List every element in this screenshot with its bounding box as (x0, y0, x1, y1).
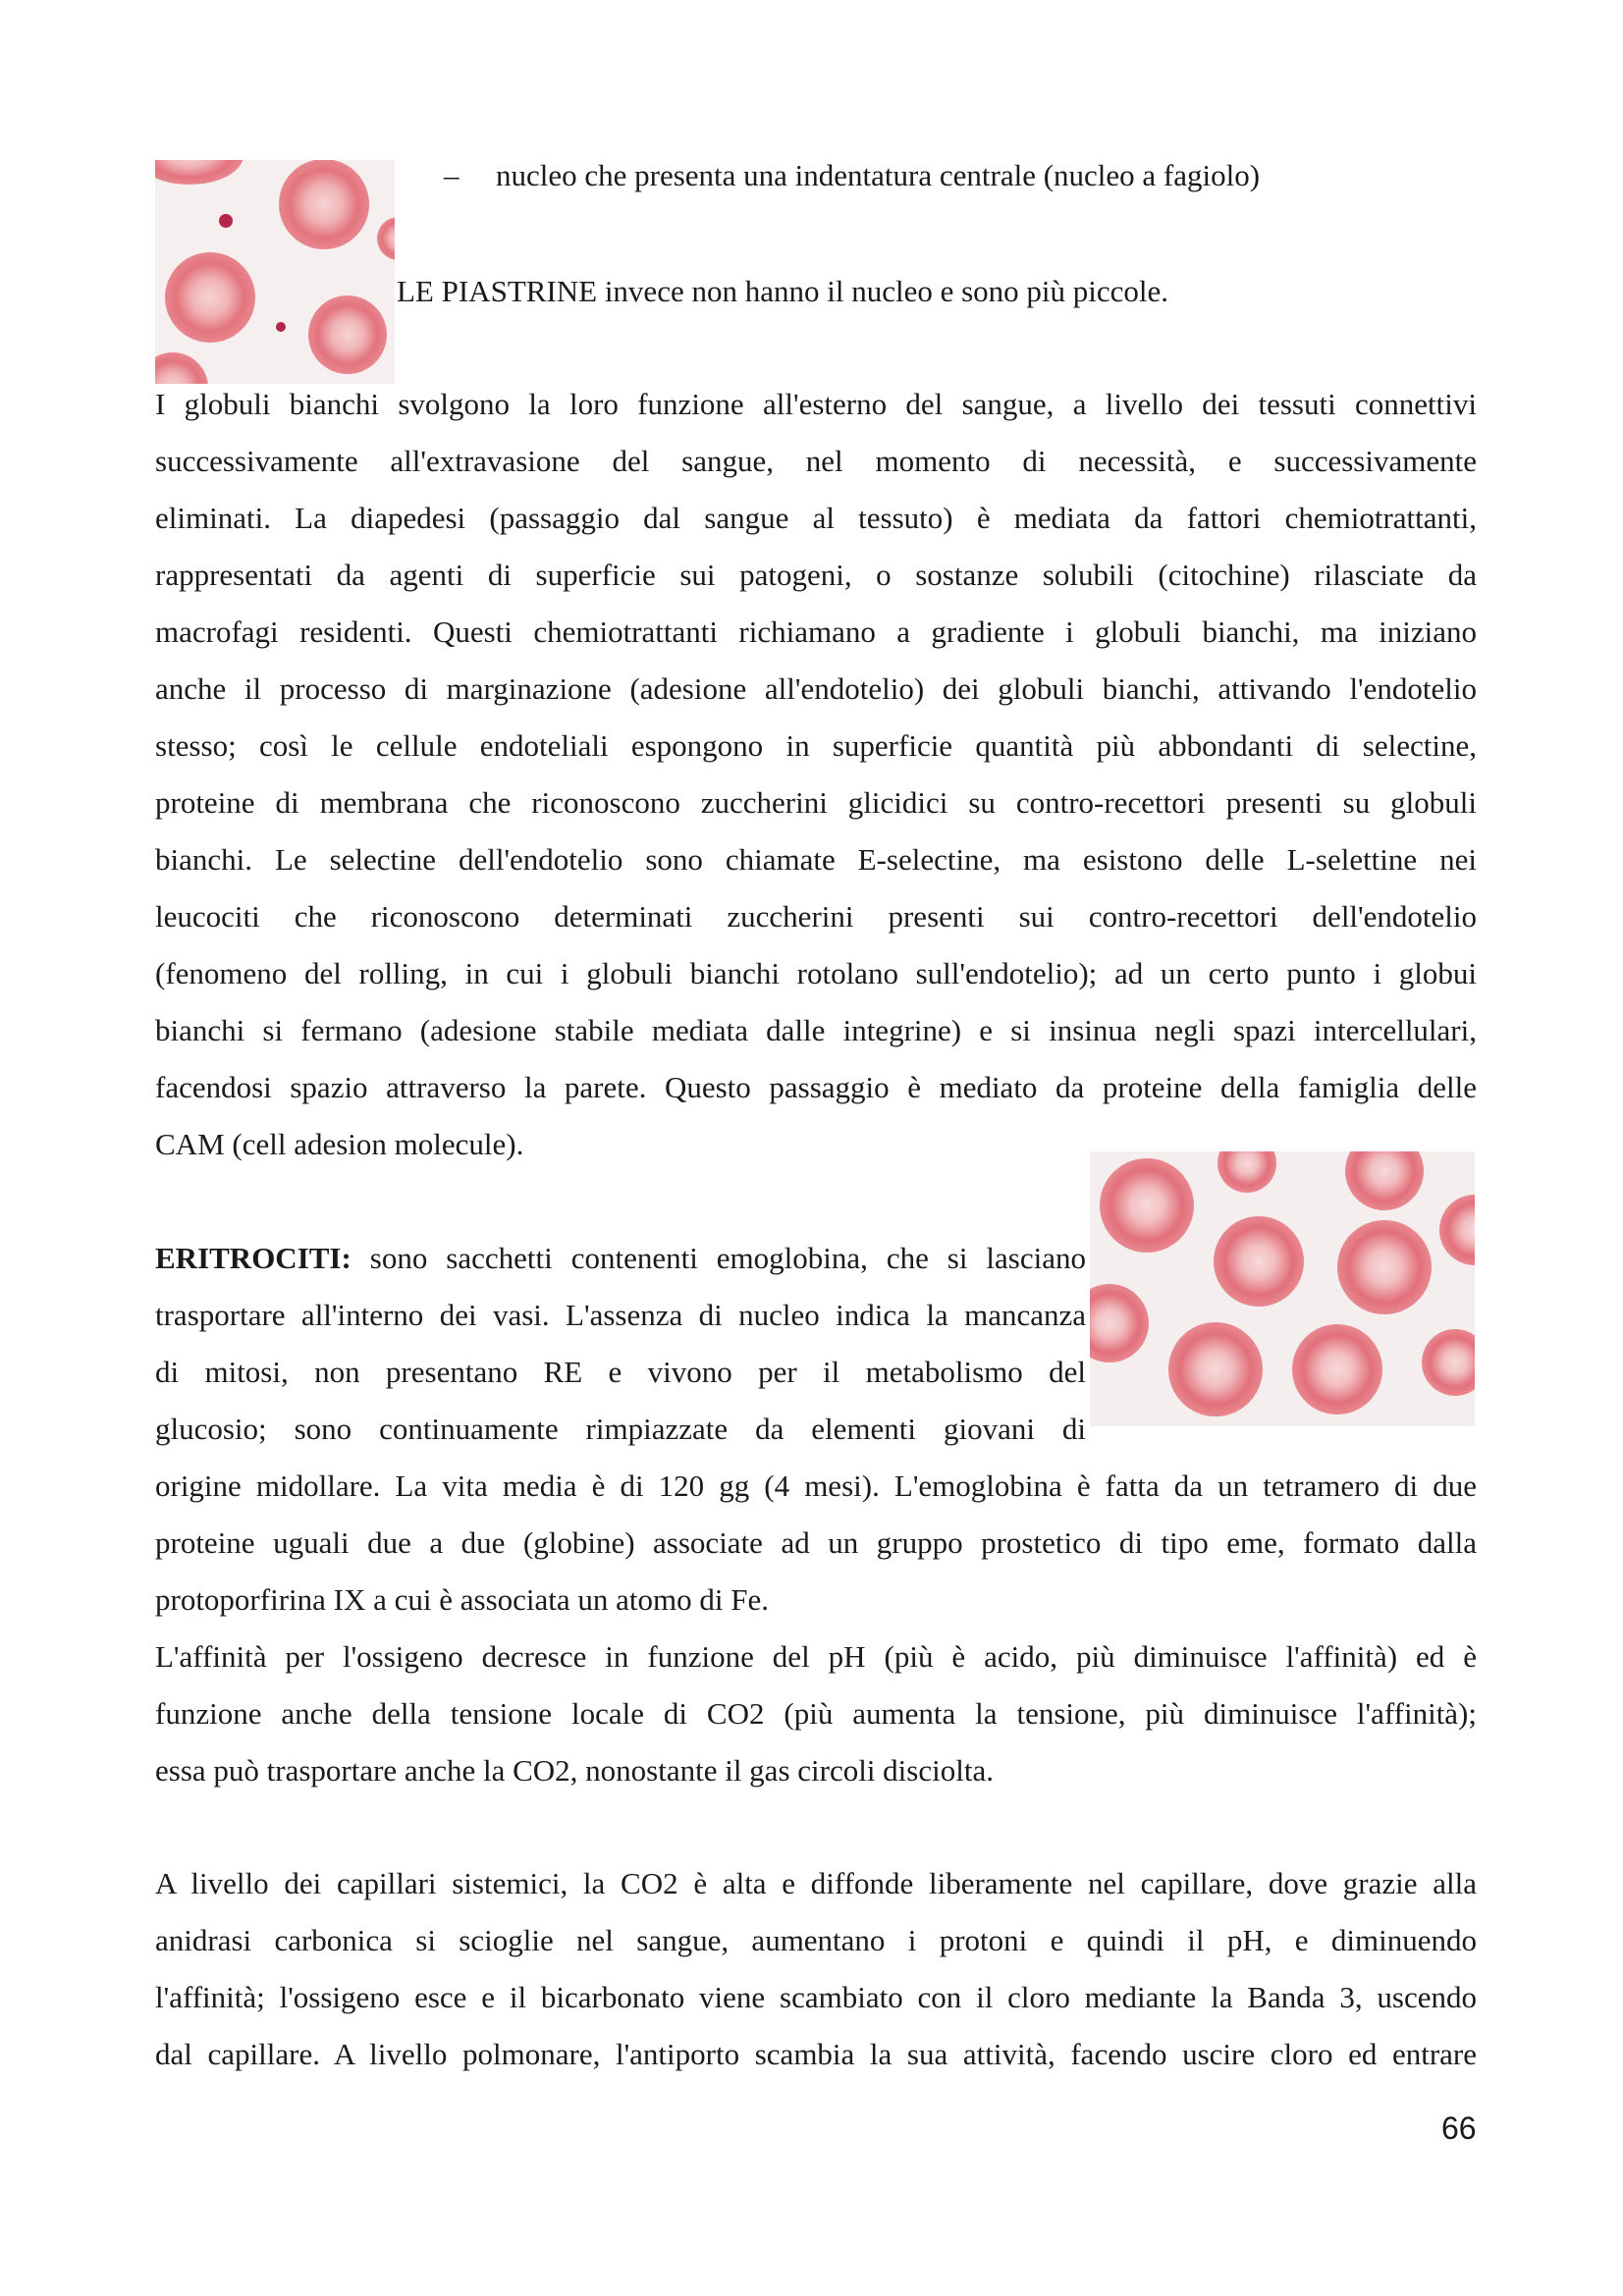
paragraph-line: essa può trasportare anche la CO2, nonostante il gas circoli disciolta. (155, 1753, 994, 1788)
paragraph-line: anche il processo di marginazione (adesione all'endotelio) dei globuli bianchi, attivando l'endotelio (155, 671, 1477, 706)
bullet-text: nucleo che presenta una indentatura centrale (nucleo a fagiolo) (496, 158, 1261, 192)
paragraph-line: ERITROCITI: sono sacchetti contenenti emoglobina, che si lasciano (155, 1241, 1086, 1275)
paragraph-line: di mitosi, non presentano RE e vivono per il metabolismo del (155, 1355, 1086, 1389)
paragraph-line: origine midollare. La vita media è di 120 gg (4 mesi). L'emoglobina è fatta da un tetramero di due (155, 1468, 1477, 1503)
paragraph-line: eliminati. La diapedesi (passaggio dal sangue al tessuto) è mediata da fattori chemiotrattanti, (155, 501, 1477, 535)
page-number: 66 (1441, 2110, 1477, 2146)
paragraph-line: stesso; così le cellule endoteliali espongono in superficie quantità più abbondanti di selectine, (155, 728, 1477, 763)
paragraph-line: bianchi si fermano (adesione stabile mediata dalle integrine) e si insinua negli spazi intercellulari, (155, 1013, 1477, 1047)
paragraph-line: bianchi. Le selectine dell'endotelio sono chiamate E-selectine, ma esistono delle L-selettine nei (155, 842, 1477, 877)
platelets-line: LE PIASTRINE invece non hanno il nucleo e sono più piccole. (397, 274, 1169, 308)
erythrocytes-image (1090, 1151, 1475, 1426)
paragraph-line: protoporfirina IX a cui è associata un atomo di Fe. (155, 1582, 769, 1617)
paragraph-line: A livello dei capillari sistemici, la CO2 è alta e diffonde liberamente nel capillare, dove grazie alla (155, 1866, 1477, 1900)
platelet-dot (219, 214, 233, 228)
platelets-image (155, 160, 395, 384)
blood-smear-platelets (155, 160, 395, 384)
blood-smear-erythrocytes (1090, 1151, 1475, 1426)
paragraph-line: funzione anche della tensione locale di CO2 (più aumenta la tensione, più diminuisce l'affinità); (155, 1696, 1477, 1731)
paragraph-line: proteine uguali due a due (globine) associate ad un gruppo prostetico di tipo eme, formato dalla (155, 1525, 1477, 1560)
paragraph-line: successivamente all'extravasione del sangue, nel momento di necessità, e successivamente (155, 444, 1477, 478)
paragraph-line: (fenomeno del rolling, in cui i globuli bianchi rotolano sull'endotelio); ad un certo punto i globui (155, 956, 1477, 990)
paragraph-line: L'affinità per l'ossigeno decresce in funzione del pH (più è acido, più diminuisce l'affinità) ed è (155, 1639, 1477, 1674)
paragraph-line: facendosi spazio attraverso la parete. Questo passaggio è mediato da proteine della famiglia delle (155, 1070, 1477, 1104)
paragraph-line: proteine di membrana che riconoscono zuccherini glicidici su contro-recettori presenti su globuli (155, 785, 1477, 820)
eritrociti-term: ERITROCITI: (155, 1241, 352, 1275)
paragraph-line: l'affinità; l'ossigeno esce e il bicarbonato viene scambiato con il cloro mediante la Banda 3, uscendo (155, 1980, 1477, 2014)
paragraph-line: trasportare all'interno dei vasi. L'assenza di nucleo indica la mancanza (155, 1298, 1086, 1332)
platelet-dot (276, 322, 286, 332)
paragraph-line: rappresentati da agenti di superficie sui patogeni, o sostanze solubili (citochine) rilasciate da (155, 558, 1477, 592)
paragraph-line: glucosio; sono continuamente rimpiazzate da elementi giovani di (155, 1412, 1086, 1446)
paragraph-line: CAM (cell adesion molecule). (155, 1127, 524, 1161)
bullet-dash: – (444, 158, 460, 192)
paragraph-line: macrofagi residenti. Questi chemiotrattanti richiamano a gradiente i globuli bianchi, ma iniziano (155, 614, 1477, 649)
paragraph-line: dal capillare. A livello polmonare, l'antiporto scambia la sua attività, facendo uscire cloro ed entrare (155, 2037, 1477, 2071)
paragraph-line: I globuli bianchi svolgono la loro funzione all'esterno del sangue, a livello dei tessuti connettivi (155, 387, 1477, 421)
paragraph-line: anidrasi carbonica si scioglie nel sangue, aumentano i protoni e quindi il pH, e diminuendo (155, 1923, 1477, 1957)
paragraph-line: leucociti che riconoscono determinati zuccherini presenti sui contro-recettori dell'endotelio (155, 899, 1477, 934)
bullet-line (444, 147, 1260, 204)
